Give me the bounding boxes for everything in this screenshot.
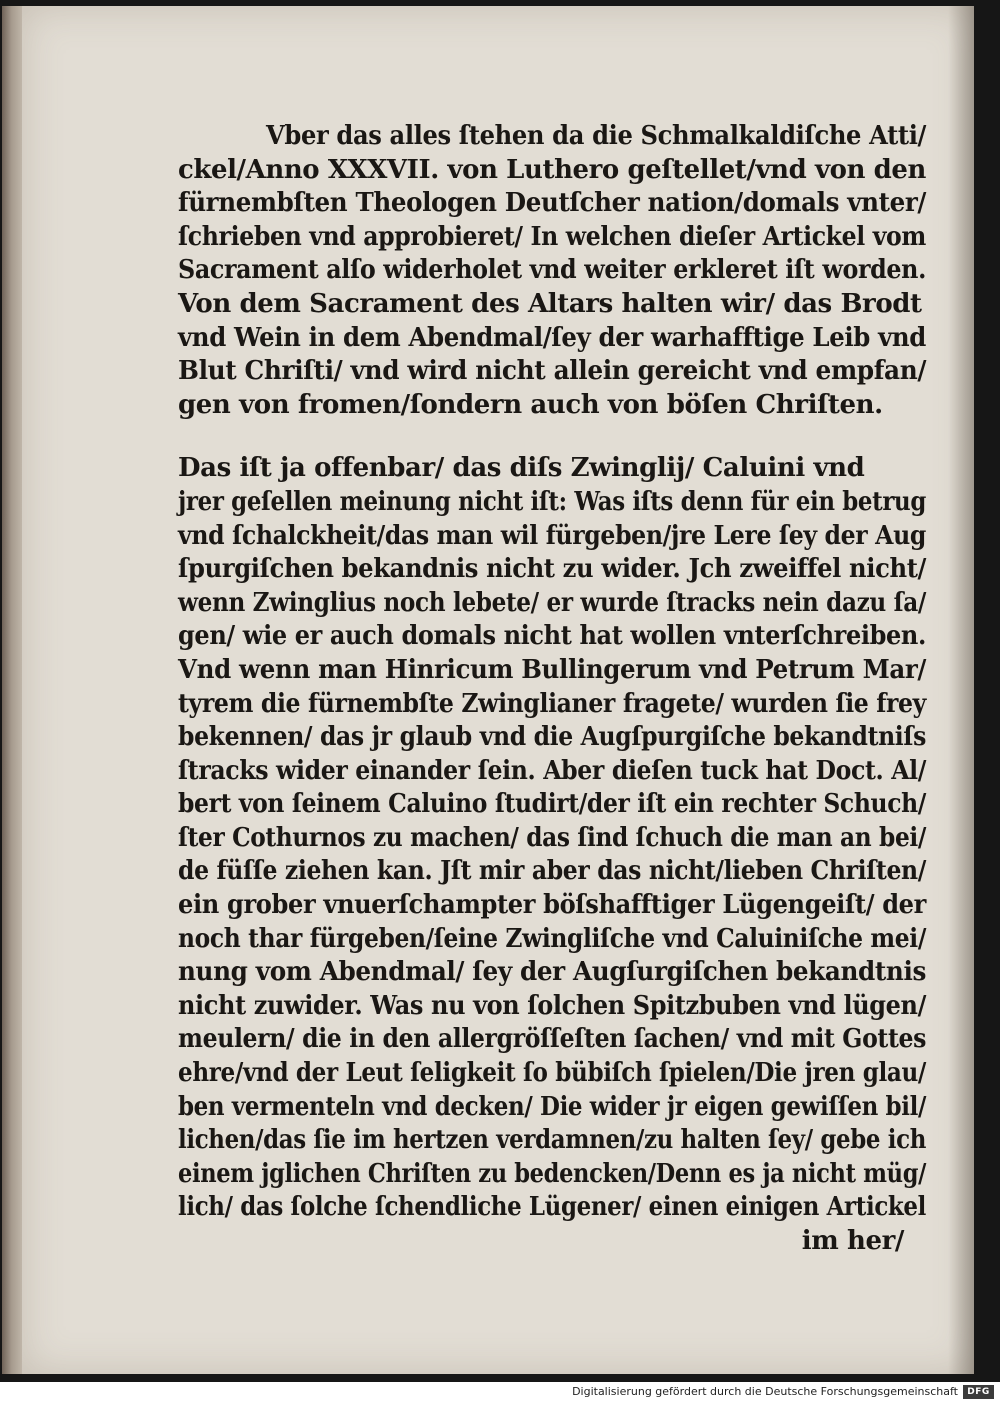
- text-line: ſpurgiſchen bekandnis nicht zu wider. Jch zweiffel nicht/: [178, 554, 926, 585]
- page-gutter-shadow: [948, 6, 974, 1374]
- text-line: ehre/vnd der Leut ſeligkeit ſo bübiſch ſpielen/Die jren glau/: [178, 1058, 926, 1089]
- text-line: Das iſt ja offenbar/ das diſs Zwinglij/ Caluini vnd: [178, 453, 865, 484]
- text-line: noch thar fürgeben/ſeine Zwingliſche vnd Caluiniſche mei/: [178, 923, 926, 954]
- text-line: ein grober vnuerſchampter böſshafftiger Lügengeiſt/ der: [178, 890, 926, 921]
- text-line: de füſſe ziehen kan. Jſt mir aber das nicht/lieben Chriſten/: [178, 856, 926, 887]
- funding-credit: Digitalisierung gefördert durch die Deutsche Forschungsgemeinschaft: [572, 1385, 958, 1398]
- text-line: gen von fromen/ſondern auch von böſen Chriſten.: [178, 389, 883, 420]
- text-line: Sacrament alſo widerholet vnd weiter erkleret iſt worden.: [178, 255, 926, 286]
- text-line: meulern/ die in den allergröſſeſten ſachen/ vnd mit Gottes: [178, 1024, 926, 1055]
- text-line: jrer geſellen meinung nicht iſt: Was iſts denn für ein betrug: [178, 486, 926, 517]
- text-line: ben vermenteln vnd decken/ Die wider jr eigen gewiſſen bil/: [178, 1091, 926, 1122]
- text-line: Blut Chriſti/ vnd wird nicht allein gereicht vnd empfan/: [178, 356, 926, 387]
- page-text-block: [178, 120, 938, 1259]
- catchword: im her/: [801, 1226, 904, 1256]
- footer-bar: [0, 1382, 1000, 1403]
- paragraph-2: [178, 452, 938, 1258]
- text-line: wenn Zwinglius noch lebete/ er wurde ſtracks nein dazu ſa/: [178, 587, 926, 618]
- text-line: ſter Cothurnos zu machen/ das ſind ſchuch die man an bei/: [178, 822, 926, 853]
- text-line: bert von ſeinem Caluino ſtudirt/der iſt ein rechter Schuch/: [178, 789, 926, 820]
- text-line: ckel/Anno XXXVII. von Luthero geſtellet/vnd von den: [178, 154, 926, 185]
- text-line: Vber das alles ſtehen da die Schmalkaldiſche Atti/: [266, 121, 926, 151]
- text-line: nicht zuwider. Was nu von ſolchen Spitzbuben vnd lügen/: [178, 990, 926, 1021]
- text-line: lichen/das ſie im hertzen verdamnen/zu halten ſey/ gebe ich: [178, 1125, 926, 1156]
- paragraph-gap: [178, 422, 938, 452]
- text-line: nung vom Abendmal/ ſey der Augſurgiſchen bekandtnis: [178, 957, 926, 988]
- text-line: bekennen/ das jr glaub vnd die Augſpurgiſche bekandtniſs: [178, 722, 926, 753]
- text-line: Vnd wenn man Hinricum Bullingerum vnd Petrum Mar/: [178, 654, 926, 685]
- text-line: ſchrieben vnd approbieret/ In welchen dieſer Artickel vom: [178, 221, 926, 252]
- text-line: vnd ſchalckheit/das man wil fürgeben/jre Lere ſey der Aug: [178, 520, 926, 551]
- text-line: ſtracks wider einander ſein. Aber dieſen tuck hat Doct. Al/: [178, 755, 926, 786]
- text-line: gen/ wie er auch domals nicht hat wollen vnterſchreiben.: [178, 621, 926, 652]
- text-line: einem jglichen Chriſten zu bedencken/Denn es ja nicht müg/: [178, 1158, 926, 1189]
- text-line: fürnembſten Theologen Deutſcher nation/domals vnter/: [178, 188, 926, 219]
- text-line: vnd Wein in dem Abendmal/ſey der warhafftige Leib vnd: [178, 322, 926, 353]
- text-line: lich/ das ſolche ſchendliche Lügener/ einen einigen Artickel: [178, 1192, 926, 1223]
- dfg-logo-icon: DFG: [963, 1385, 994, 1399]
- text-line: Von dem Sacrament des Altars halten wir/ das Brodt: [178, 288, 922, 319]
- text-line: tyrem die fürnembſte Zwinglianer fragete/ wurden ſie frey: [178, 688, 926, 719]
- paragraph-1: [178, 120, 938, 422]
